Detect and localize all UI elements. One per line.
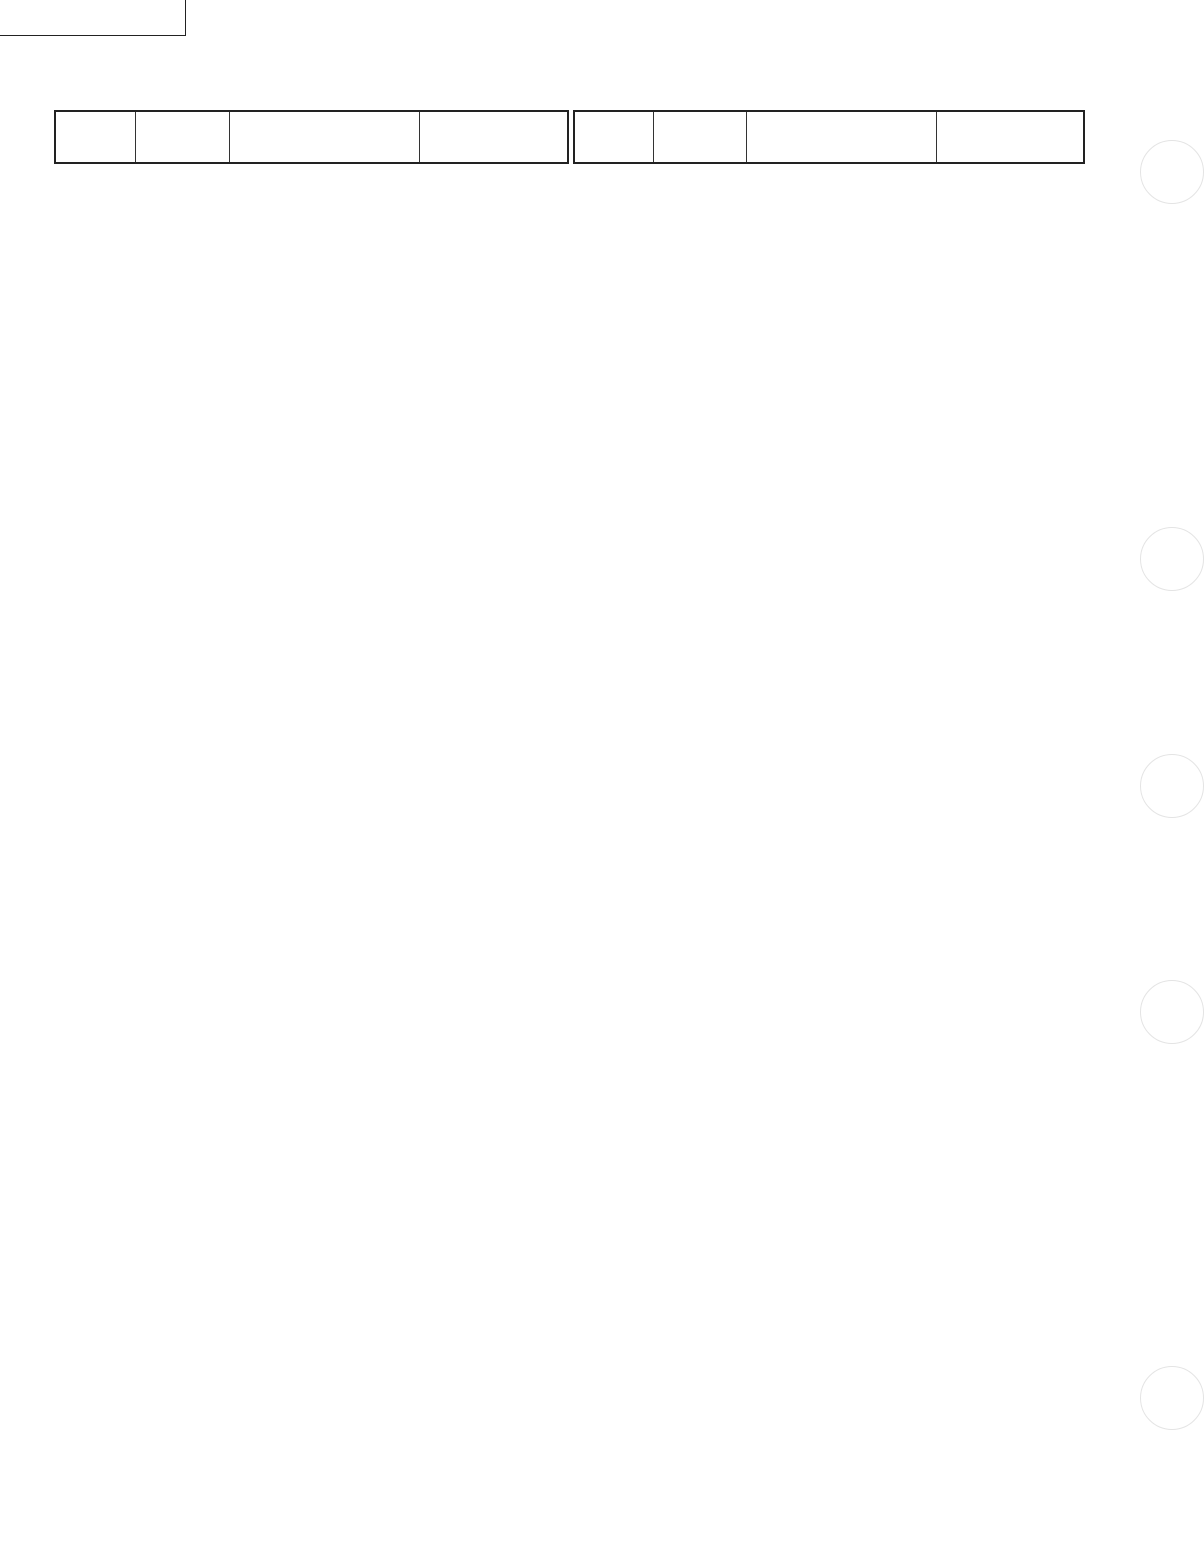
header-part-name (229, 111, 419, 163)
header-part-no (653, 111, 746, 163)
header-remarks (936, 111, 1084, 163)
binder-hole (1140, 527, 1204, 591)
table-header-row (55, 111, 568, 163)
model-header-box (0, 0, 186, 36)
header-part-no (135, 111, 229, 163)
binder-hole (1140, 1366, 1204, 1430)
header-ref-no (574, 111, 653, 163)
header-ref-no (55, 111, 135, 163)
header-remarks (419, 111, 568, 163)
parts-table-right (573, 110, 1085, 164)
binder-hole (1140, 980, 1204, 1044)
binder-hole (1140, 140, 1204, 204)
parts-table-left (54, 110, 569, 164)
binder-hole (1140, 754, 1204, 818)
table-header-row (574, 111, 1084, 163)
header-part-name (746, 111, 936, 163)
